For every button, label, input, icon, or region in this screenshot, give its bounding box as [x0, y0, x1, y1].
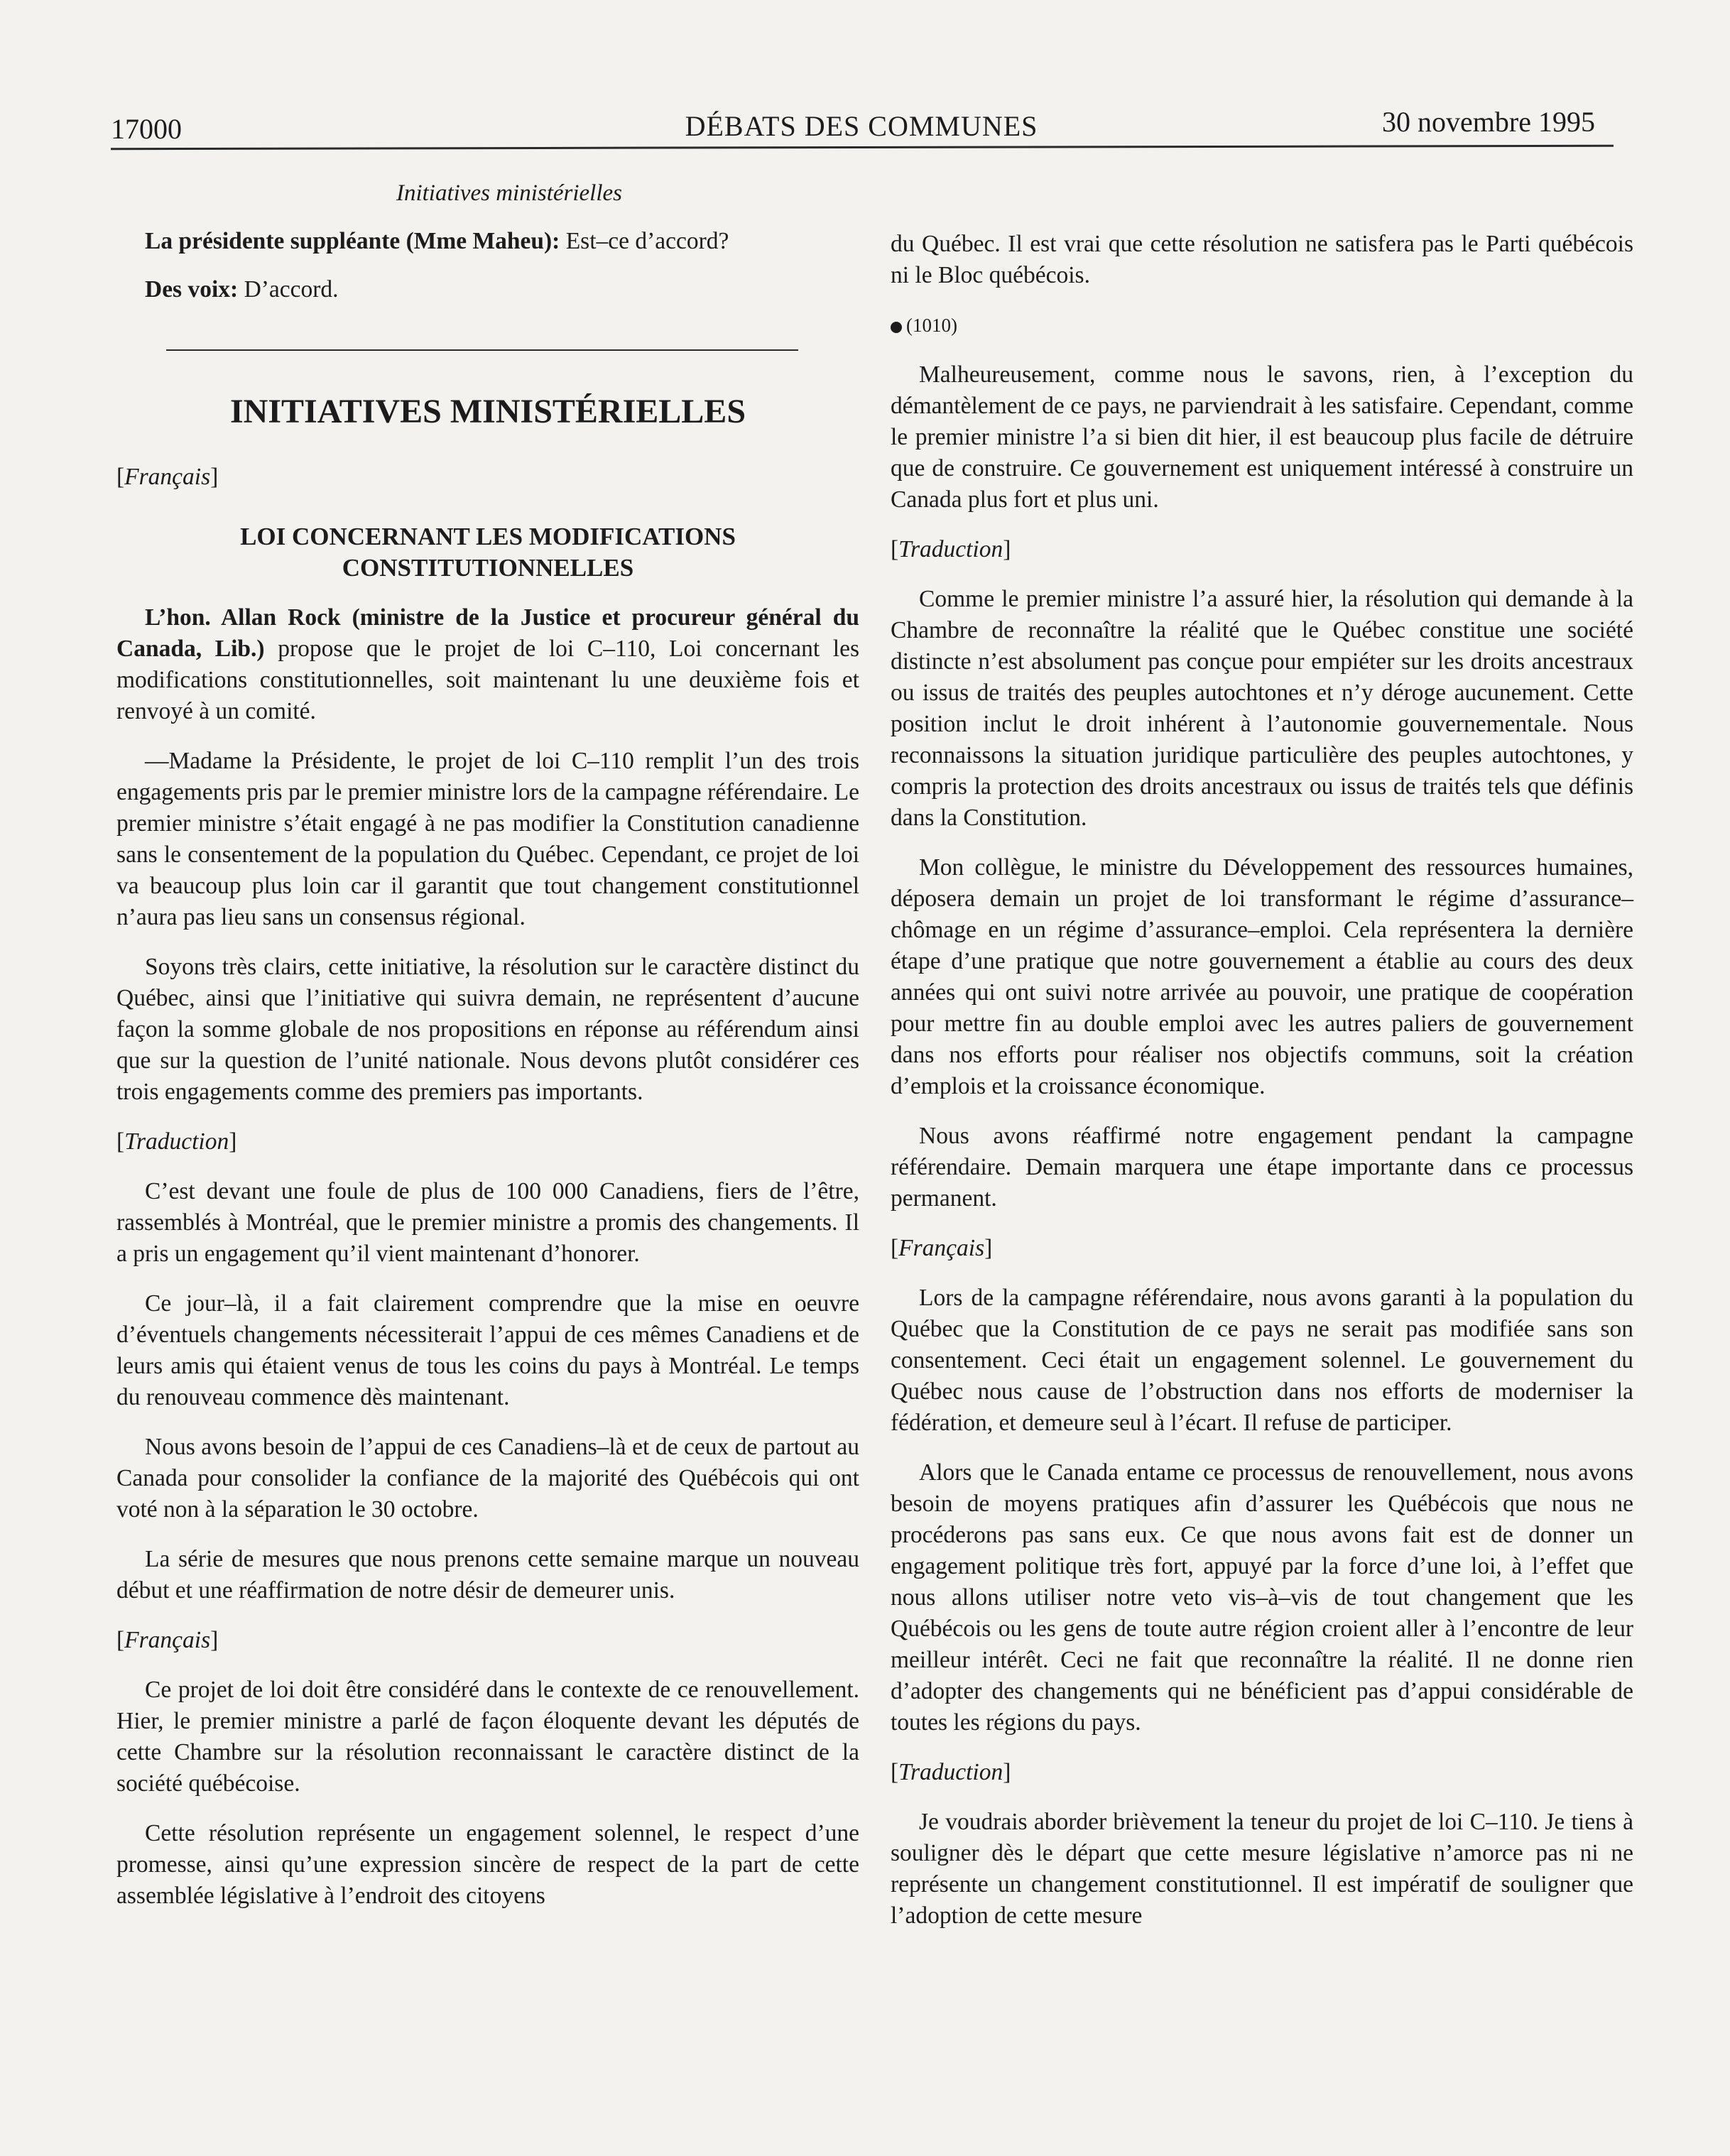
- speaker-name: L’hon. Allan Rock (ministre de la Justice et procureur général du Canada, Lib.): [116, 604, 859, 662]
- language-marker: [Traduction]: [891, 1759, 1011, 1785]
- section-title: INITIATIVES MINISTÉRIELLES: [229, 393, 746, 430]
- speech-paragraph: Cette résolution représente un engagement solennel, le respect d’une promesse, ainsi qu’une expression sincère de respect de la part de cette assemblée législative à l’endroit des citoyens: [116, 1820, 859, 1909]
- publication-title: DÉBATS DES COMMUNES: [685, 110, 1038, 142]
- speech-paragraph: La série de mesures que nous prenons cette semaine marque un nouveau début et une réaffirmation de notre désir de demeurer unis.: [116, 1546, 859, 1604]
- language-marker: [Français]: [116, 1627, 219, 1653]
- speech-paragraph: Alors que le Canada entame ce processus de renouvellement, nous avons besoin de moyens pratiques afin d’assurer les Québécois que nous ne procéderons pas sans eux. Ce que nous avons fait est de donner un engagement politique très fort, appuyé par la force d’une loi, à l’effet que nous allons utiliser notre veto vis–à–vis de tout changement que les Québécois ou les gens de toute autre région croient aller à l’encontre de leur meilleur intérêt. Ceci ne fait que reconnaître la réalité. Il ne donne rien d’adopter des changements qui ne bénéficient pas d’appui considérable de toutes les régions du pays.: [891, 1459, 1633, 1736]
- speech-paragraph: Nous avons réaffirmé notre engagement pendant la campagne référendaire. Demain marquera une étape importante dans ce processus permanent.: [891, 1123, 1633, 1212]
- language-marker: [Français]: [116, 464, 219, 490]
- speech-paragraph: Malheureusement, comme nous le savons, rien, à l’exception du démantèlement de ce pays, ne parviendrait à les satisfaire. Cependant, comme le premier ministre l’a si bien dit hier, il est beaucoup plus facile de détruire que de construire. Ce gouvernement est uniquement intéressé à construire un Canada plus fort et plus uni.: [891, 361, 1633, 513]
- speech-paragraph: L’hon. Allan Rock (ministre de la Justice et procureur général du Canada, Lib.) propose que le projet de loi C–110, Loi concernant les modifications constitutionnelles, soit maintenant lu une deuxième fois et renvoyé à un comité.: [116, 604, 859, 724]
- speaker-name: Des voix:: [145, 276, 239, 303]
- speech-paragraph: Ce jour–là, il a fait clairement comprendre que la mise en oeuvre d’éventuels changements nécessiterait l’appui de ces mêmes Canadiens et de leurs amis qui étaient venus de tous les coins du pays à Montréal. Le temps du renouveau commence dès maintenant.: [116, 1290, 859, 1410]
- page-number: 17000: [111, 113, 182, 145]
- right-column: [891, 229, 1633, 1932]
- speech-paragraph: Comme le premier ministre l’a assuré hier, la résolution qui demande à la Chambre de reconnaître la réalité que le Québec constitue une société distincte n’est absolument pas conçue pour empiéter sur les droits ancestraux ou issus de traités des peuples autochtones et n’y déroge aucunement. Cette position inclut le droit inhérent à l’autonomie gouvernementale. Nous reconnaissons la situation juridique particulière des peuples autochtones, y compris la protection des droits ancestraux ou issus de traités tels que définis dans la Constitution.: [891, 586, 1633, 831]
- sitting-date: 30 novembre 1995: [1382, 106, 1595, 138]
- speech-paragraph: du Québec. Il est vrai que cette résolution ne satisfera pas le Parti québécois ni le Bloc québécois.: [891, 231, 1633, 288]
- speaker-name: La présidente suppléante (Mme Maheu):: [145, 228, 560, 254]
- left-column: [116, 178, 859, 1912]
- speech-paragraph: La présidente suppléante (Mme Maheu): Est–ce d’accord?: [145, 228, 729, 254]
- speech-paragraph: Ce projet de loi doit être considéré dans le contexte de ce renouvellement. Hier, le premier ministre a parlé de façon éloquente devant les députés de cette Chambre sur la résolution reconnaissant le caractère distinct de la société québécoise.: [116, 1677, 859, 1797]
- language-marker: [Traduction]: [116, 1128, 237, 1155]
- time-marker: (1010): [891, 310, 1633, 341]
- language-marker: [Français]: [891, 1235, 993, 1261]
- speech-paragraph: Je voudrais aborder brièvement la teneur du projet de loi C–110. Je tiens à souligner dès le départ que cette mesure législative n’amorce pas ni ne représente un changement constitutionnel. Il est impératif de souligner que l’adoption de cette mesure: [891, 1809, 1633, 1929]
- section-divider: [166, 349, 798, 351]
- speech-paragraph: —Madame la Présidente, le projet de loi C–110 remplit l’un des trois engagements pris par le premier ministre lors de la campagne référendaire. Le premier ministre s’était engagé à ne pas modifier la Constitution canadienne sans le consentement de la population du Québec. Cependant, ce projet de loi va beaucoup plus loin car il garantit que tout changement constitutionnel n’aura pas lieu sans un consensus régional.: [116, 748, 859, 930]
- speech-paragraph: C’est devant une foule de plus de 100 000 Canadiens, fiers de l’être, rassemblés à Montréal, que le premier ministre a promis des changements. Il a pris un engagement qu’il vient maintenant d’honorer.: [116, 1178, 859, 1267]
- speech-paragraph: Nous avons besoin de l’appui de ces Canadiens–là et de ceux de partout au Canada pour consolider la confiance de la majorité des Québécois qui ont voté non à la séparation le 30 octobre.: [116, 1434, 859, 1523]
- speech-paragraph: Lors de la campagne référendaire, nous avons garanti à la population du Québec que la Constitution de ce pays ne serait pas modifiée sans son consentement. Ceci était un engagement solennel. Le gouvernement du Québec nous cause de l’obstruction dans nos efforts de moderniser la fédération, et demeure seul à l’écart. Il refuse de participer.: [891, 1285, 1633, 1436]
- bullet-icon: [891, 322, 902, 333]
- speech-paragraph: Des voix: D’accord.: [145, 276, 339, 303]
- language-marker: [Traduction]: [891, 536, 1011, 562]
- speech-paragraph: Mon collègue, le ministre du Développement des ressources humaines, déposera demain un projet de loi transformant le régime d’assurance–chômage en un régime d’assurance–emploi. Cela représentera la dernière étape d’une pratique que notre gouvernement a établie au cours des deux années qui ont suivi notre arrivée au pouvoir, une pratique de coopération pour mettre fin au double emploi avec les autres paliers de gouvernement dans nos efforts pour réaliser nos objectifs communs, soit la création d’emplois et la croissance économique.: [891, 854, 1633, 1099]
- speech-paragraph: Soyons très clairs, cette initiative, la résolution sur le caractère distinct du Québec, ainsi que l’initiative qui suivra demain, ne représentent d’aucune façon la somme globale de nos propositions en réponse au référendum ainsi que sur la question de l’unité nationale. Nous devons plutôt considérer ces trois engagements comme des premiers pas importants.: [116, 954, 859, 1105]
- page-header: [111, 105, 1612, 148]
- running-head: Initiatives ministérielles: [396, 180, 623, 206]
- bill-title: LOI CONCERNANT LES MODIFICATIONS CONSTITUTIONNELLES: [240, 523, 736, 582]
